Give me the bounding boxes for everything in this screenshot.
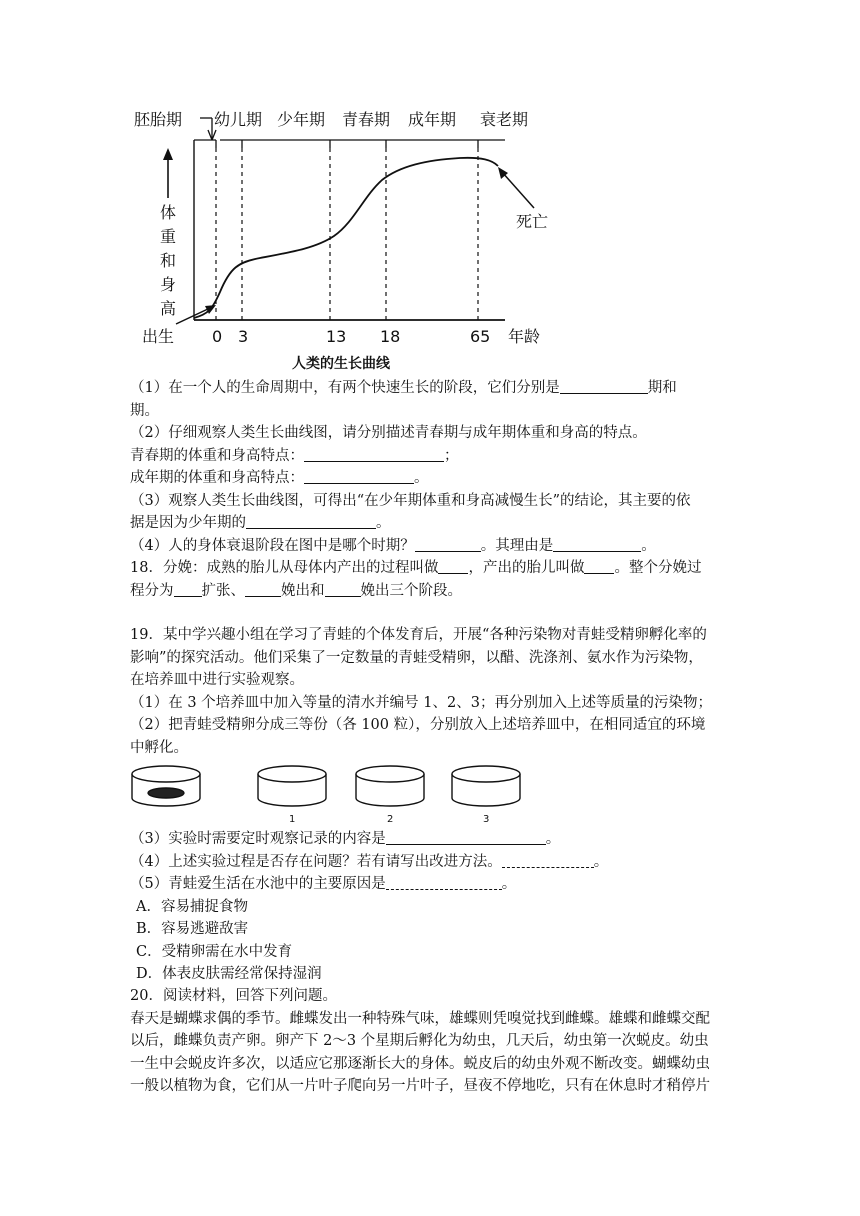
option-b[interactable]: B．容易逃避敌害: [136, 921, 249, 937]
q19-text: 在培养皿中进行实验观察。: [130, 672, 304, 688]
q17-adulthood-label: 成年期的体重和身高特点：: [130, 470, 304, 486]
stage-label-old-age: 衰老期: [480, 110, 529, 129]
stage-label-adulthood: 成年期: [408, 110, 457, 129]
q17-part1-cont: 期。: [130, 402, 159, 419]
petri-dishes-figure: [128, 762, 588, 828]
petri-dish-1: [258, 766, 326, 806]
q17-part3-cont: 据是因为少年期的: [130, 515, 246, 531]
q19-step2-cont: 中孵化。: [130, 739, 188, 756]
question-17: [130, 377, 740, 557]
q17-part1-suffix: 期和: [647, 380, 677, 396]
q18-text-c: 。整个分娩过: [614, 560, 702, 576]
tick-label-0: 0: [212, 327, 223, 346]
q17-part2-text: （2）仔细观察人类生长曲线图，请分别描述青春期与成年期体重和身高的特点。: [130, 425, 647, 441]
answer-blank[interactable]: [584, 558, 614, 574]
stage-label-adolescence: 青春期: [342, 110, 391, 129]
answer-blank[interactable]: [246, 513, 376, 529]
petri-dish-with-eggs: [132, 766, 200, 806]
option-a[interactable]: A．容易捕捉食物: [136, 898, 248, 915]
question-18: [130, 557, 740, 602]
q19-step2: （2）把青蛙受精卵分成三等份（各 100 粒），分别放入上述培养皿中，在相同适宜的环境: [130, 717, 706, 733]
q17-part4-text: （4）人的身体衰退阶段在图中是哪个时期？: [130, 537, 415, 554]
q19-step1: （1）在 3 个培养皿中加入等量的清水并编号 1、2、3；再分别加入上述等质量的污染物；: [130, 694, 712, 711]
q18-text-2d: 娩出三个阶段。: [360, 582, 462, 599]
stage-label-embryo: 胚胎期: [134, 110, 183, 129]
punct: 。: [593, 853, 609, 870]
q17-adolescence-label: 青春期的体重和身高特点：: [130, 447, 304, 464]
y-label-char: 身: [160, 275, 177, 294]
option-c[interactable]: C．受精卵需在水中发育: [136, 943, 293, 960]
q20-prompt: 20．阅读材料，回答下列问题。: [130, 988, 337, 1004]
q18-text-2c: 娩出和: [281, 582, 325, 599]
answer-blank[interactable]: [386, 829, 546, 845]
answer-blank[interactable]: [245, 581, 281, 597]
human-growth-curve-figure: [120, 100, 560, 370]
growth-curve: [194, 158, 498, 318]
tick-label-3: 3: [238, 327, 249, 346]
death-label: 死亡: [516, 212, 549, 231]
q20-passage: 春天是蝴蝶求偶的季节。雌蝶发出一种特殊气味，雄蝶则凭嗅觉找到雌蝶。雄蝶和雌蝶交配: [130, 1010, 710, 1027]
answer-blank[interactable]: [304, 446, 444, 462]
answer-blank[interactable]: [174, 581, 202, 597]
answer-blank[interactable]: [502, 852, 594, 868]
q19-step3: （3）实验时需要定时观察记录的内容是: [130, 831, 386, 847]
answer-blank[interactable]: [386, 874, 502, 890]
question-19: [130, 624, 740, 759]
answer-blank[interactable]: [560, 378, 648, 394]
q17-part1-text: （1）在一个人的生命周期中，有两个快速生长的阶段，它们分别是: [130, 380, 560, 396]
stage-label-childhood: 少年期: [277, 110, 326, 129]
answer-blank[interactable]: [438, 558, 468, 574]
dish-label-3: 3: [483, 814, 490, 825]
figure-caption: 人类的生长曲线: [292, 356, 390, 370]
q19-step5: （5）青蛙爱生活在水池中的主要原因是: [130, 876, 386, 892]
x-axis-label: 年龄: [508, 327, 541, 346]
petri-dish-2: [356, 766, 424, 806]
dish-label-1: 1: [289, 814, 296, 825]
punct: 。: [376, 515, 391, 531]
q17-part3-text: （3）观察人类生长曲线图，可得出“在少年期体重和身高减慢生长”的结论，其主要的依: [130, 492, 691, 509]
y-label-char: 重: [160, 227, 177, 246]
y-label-char: 高: [160, 299, 177, 318]
q18-text: 18．分娩：成熟的胎儿从母体内产出的过程叫做: [130, 560, 439, 576]
tick-label-13: 13: [326, 327, 347, 346]
option-d[interactable]: D．体表皮肤需经常保持湿润: [136, 966, 322, 982]
q18-text-b: ，产出的胎儿叫做: [468, 560, 585, 576]
punct: 。: [501, 876, 517, 892]
question-19-continued: [130, 828, 740, 986]
death-arrow: [498, 167, 534, 208]
tick-label-18: 18: [380, 327, 401, 346]
answer-blank[interactable]: [304, 468, 414, 484]
y-label-char: 和: [160, 251, 177, 270]
q20-passage: 以后，雌蝶负责产卵。卵产下 2～3 个星期后孵化为幼虫，几天后，幼虫第一次蜕皮。幼虫: [130, 1033, 709, 1049]
q19-text: 19．某中学兴趣小组在学习了青蛙的个体发育后，开展“各种污染物对青蛙受精卵孵化率的: [130, 627, 707, 643]
question-20: [130, 985, 740, 1098]
punct: 。: [545, 831, 561, 847]
punct: 。: [414, 470, 429, 486]
birth-arrow: [176, 305, 216, 324]
y-label-char: 体: [160, 203, 177, 222]
stage-dividers: [216, 148, 478, 320]
birth-label: 出生: [142, 327, 175, 346]
dish-label-2: 2: [387, 814, 394, 825]
q18-text-2b: 扩张、: [201, 582, 245, 599]
answer-blank[interactable]: [325, 581, 361, 597]
punct: ；: [444, 447, 459, 464]
q17-part4-reason: 。其理由是: [480, 537, 554, 554]
q20-passage: 一般以植物为食，它们从一片叶子爬向另一片叶子，昼夜不停地吃，只有在休息时才稍停片: [130, 1078, 710, 1094]
q19-step4: （4）上述实验过程是否存在问题？若有请写出改进方法。: [130, 853, 502, 870]
y-axis: [163, 148, 173, 198]
punct: 。: [641, 537, 656, 554]
tick-label-65: 65: [470, 327, 491, 346]
q20-passage: 一生中会蜕皮许多次，以适应它那逐渐长大的身体。蜕皮后的幼虫外观不断改变。蝴蝶幼虫: [130, 1055, 710, 1072]
stage-label-infancy: 幼儿期: [214, 110, 263, 129]
q19-text: 影响”的探究活动。他们采集了一定数量的青蛙受精卵，以醋、洗涤剂、氨水作为污染物，: [130, 649, 703, 666]
answer-blank[interactable]: [415, 536, 481, 552]
petri-dish-3: [452, 766, 520, 806]
answer-blank[interactable]: [553, 536, 641, 552]
q18-text-2: 程分为: [130, 582, 174, 599]
